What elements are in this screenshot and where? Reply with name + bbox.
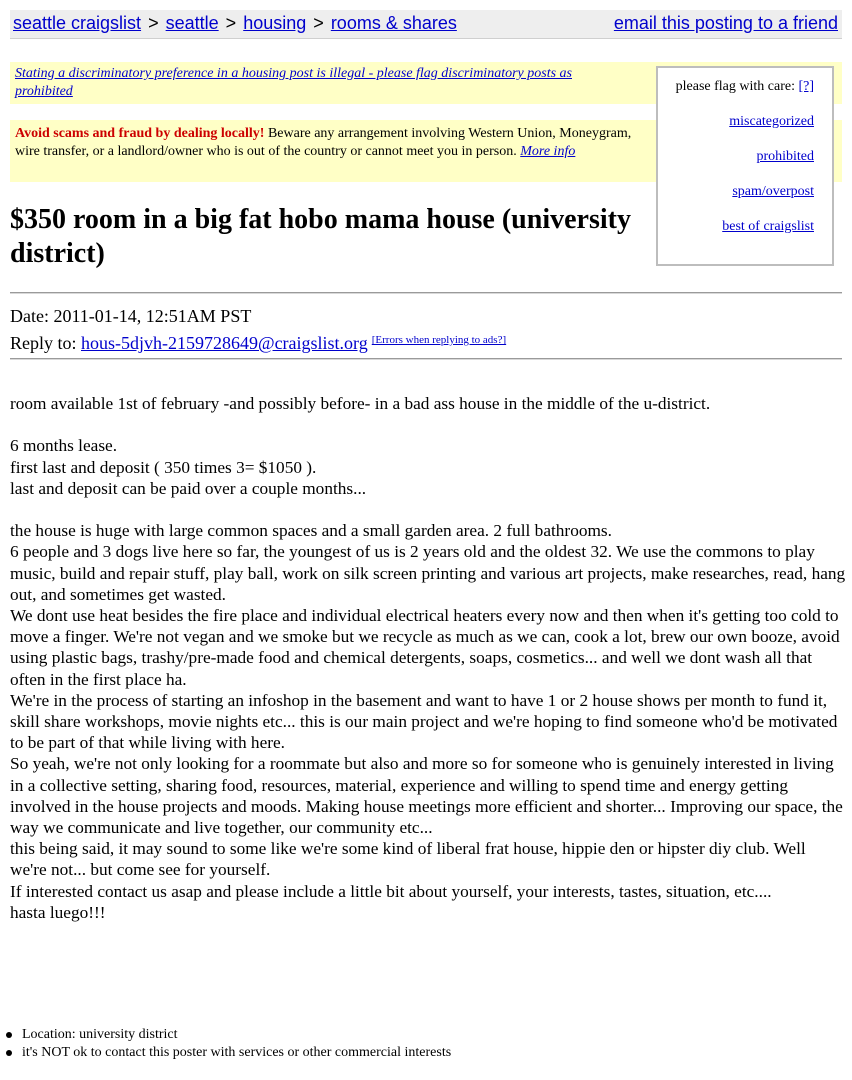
list-item: [22, 1044, 451, 1062]
breadcrumb-seattle-craigslist[interactable]: seattle craigslist: [13, 13, 142, 33]
posting-title: $350 room in a big fat hobo mama house (university district): [10, 204, 631, 269]
flag-best-of-craigslist-link[interactable]: best of craigslist: [722, 219, 814, 234]
flag-label: please flag with care:: [675, 79, 799, 94]
posting-date: Date: 2011-01-14, 12:51AM PST: [10, 306, 252, 326]
flag-heading: [664, 78, 814, 96]
posting-footer-list: [0, 1026, 451, 1062]
breadcrumb-separator: >: [313, 13, 324, 33]
divider: [10, 358, 842, 360]
bullet-icon: [6, 1050, 12, 1056]
no-commercial-contact-text: it's NOT ok to contact this poster with services or other commercial interests: [22, 1045, 452, 1060]
body-line: We're in the process of starting an infoshop in the basement and want to have 1 or 2 house shows per month to fund it, skill share workshops, movie nights etc... this is our main project and we're hoping to find someone who'd be motivated to be part of that while living with here.: [10, 690, 838, 753]
body-line: this being said, it may sound to some like we're some kind of liberal frat house, hippie den or hipster diy club. Well we're not... but come see for yourself.: [10, 839, 806, 880]
body-paragraph: [10, 393, 846, 414]
flag-box: [656, 66, 834, 266]
body-line: the house is huge with large common spaces and a small garden area. 2 full bathrooms.: [10, 521, 612, 541]
bullet-icon: [6, 1032, 12, 1038]
reply-to-label: Reply to:: [10, 333, 81, 353]
body-paragraph: [10, 520, 846, 923]
scam-warning-text: Beware any arrangement involving Western Union, Moneygram, wire transfer, or a landlord/owner who is out of the country or cannot meet you in person.: [15, 126, 632, 159]
body-line: If interested contact us asap and please include a little bit about yourself, your interests, tastes, situation, etc....: [10, 881, 772, 901]
breadcrumb-rooms-shares[interactable]: rooms & shares: [330, 13, 457, 33]
body-paragraph: [10, 435, 846, 499]
flag-spam-overpost-link[interactable]: spam/overpost: [732, 184, 814, 199]
errors-replying-link[interactable]: [Errors when replying to ads?]: [371, 334, 507, 346]
breadcrumb: [13, 10, 457, 37]
body-line: 6 people and 3 dogs live here so far, the youngest of us is 2 years old and the oldest 32. We use the commons to play music, build and repair stuff, play ball, work on silk screen printing and various art projects, make researches, read, hang out, and sometimes get wasted.: [10, 542, 846, 604]
posting-body: [10, 393, 846, 923]
flag-prohibited-link[interactable]: prohibited: [756, 149, 814, 164]
body-line: first last and deposit ( 350 times 3= $1050 ).: [10, 457, 317, 477]
reply-to-line: [10, 328, 506, 355]
posting-meta: [10, 304, 506, 355]
divider: [10, 292, 842, 294]
flag-help-link[interactable]: [?]: [798, 79, 814, 94]
body-line: hasta luego!!!: [10, 902, 106, 922]
email-to-friend-link[interactable]: email this posting to a friend: [613, 13, 838, 33]
body-line: So yeah, we're not only looking for a roommate but also and more so for someone who is genuinely interested in living in a collective setting, sharing food, resources, material, experience and willing to spend time and energy getting involved in the house projects and moods. Making house meetings more efficient and shorter... Improving our space, the way we communicate and live together, our community etc...: [10, 754, 843, 838]
breadcrumb-separator: >: [225, 13, 237, 33]
discrimination-notice-link[interactable]: Stating a discriminatory preference in a housing post is illegal - please flag discriminatory posts as prohibited: [15, 66, 572, 99]
reply-email-link[interactable]: hous-5djvh-2159728649@craigslist.org: [81, 333, 368, 353]
scam-warning-heading: Avoid scams and fraud by dealing locally!: [15, 126, 265, 141]
breadcrumb-seattle[interactable]: seattle: [165, 13, 219, 33]
body-line: We dont use heat besides the fire place and individual electrical heaters every now and then when it's getting too cold to move a finger. We're not vegan and we smoke but we recycle as much as we can, cook a lot, brew our own booze, avoid using plastic bags, trashy/pre-made food and chemical detergents, soaps, cosmetics... and well we dont wash all that often in the first place ha.: [10, 606, 840, 689]
list-item: [22, 1026, 451, 1044]
body-line: 6 months lease.: [10, 436, 118, 456]
breadcrumb-separator: >: [148, 13, 159, 33]
more-info-link[interactable]: More info: [520, 144, 576, 159]
breadcrumb-housing[interactable]: housing: [243, 13, 307, 33]
location-text: Location: university district: [22, 1027, 178, 1042]
body-line: room available 1st of february -and possibly before- in a bad ass house in the middle of the u-district.: [10, 394, 711, 413]
flag-miscategorized-link[interactable]: miscategorized: [729, 114, 814, 129]
body-line: last and deposit can be paid over a couple months...: [10, 478, 367, 498]
breadcrumb-bar: [10, 10, 842, 39]
